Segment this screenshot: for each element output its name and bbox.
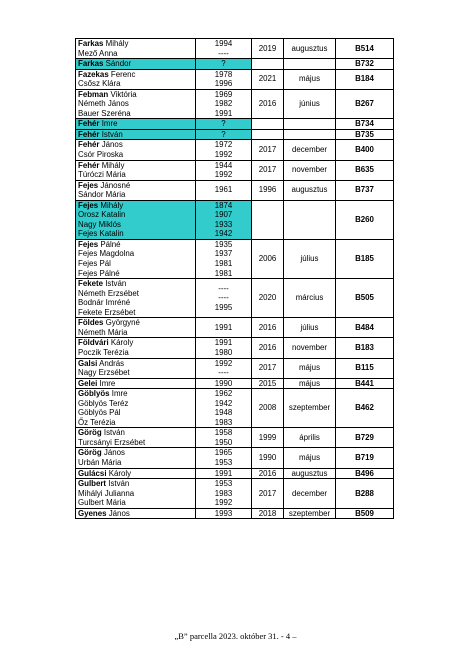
- names-cell: [76, 59, 196, 70]
- given-name: Mihályi Julianna: [78, 488, 135, 498]
- given-name: Ferenc: [110, 69, 136, 79]
- person-name: [78, 150, 193, 160]
- person-name: [78, 190, 193, 200]
- burial-month-cell: március: [284, 279, 336, 318]
- grave-code-cell: B183: [336, 338, 394, 358]
- burial-year-cell: 2008: [252, 389, 284, 428]
- person-name: [78, 368, 193, 378]
- burial-year-cell: 2018: [252, 508, 284, 519]
- surname: Földes: [78, 318, 104, 328]
- surname: Fazekas: [78, 69, 109, 79]
- person-name: [78, 140, 193, 150]
- given-name: István: [103, 428, 125, 438]
- birth-year: 1992: [214, 170, 233, 180]
- burial-year-cell: 2020: [252, 279, 284, 318]
- burial-year-cell: 2017: [252, 160, 284, 180]
- names-cell: [76, 338, 196, 358]
- birth-year: 1937: [214, 249, 233, 259]
- given-name: Mihály: [101, 160, 125, 170]
- register-row: [76, 358, 394, 378]
- burial-month-cell: augusztus: [284, 180, 336, 200]
- person-name: [78, 379, 193, 389]
- given-name: Csősz Klára: [78, 79, 121, 89]
- burial-month-cell: [284, 119, 336, 130]
- birth-years-cell: [196, 389, 252, 428]
- burial-year-cell: 2016: [252, 468, 284, 479]
- person-name: [78, 389, 193, 399]
- person-name: [78, 498, 193, 508]
- surname: Gulácsi: [78, 468, 107, 478]
- person-name: [78, 119, 193, 129]
- birth-year: 1983: [214, 417, 233, 427]
- birth-years-cell: [196, 479, 252, 509]
- birth-year: 1907: [214, 210, 233, 220]
- given-name: Imre: [101, 119, 118, 129]
- grave-code-cell: B267: [336, 89, 394, 119]
- person-name: [78, 269, 193, 279]
- birth-year: 1995: [214, 302, 233, 312]
- grave-code-cell: B115: [336, 358, 394, 378]
- surname: Fehér: [78, 119, 100, 129]
- names-cell: [76, 468, 196, 479]
- birth-year: ----: [218, 293, 229, 303]
- grave-code-cell: B484: [336, 318, 394, 338]
- given-name: Imre: [111, 389, 128, 399]
- grave-code-cell: B260: [336, 200, 394, 239]
- birth-year: 1992: [214, 150, 233, 160]
- burial-month-cell: [284, 200, 336, 239]
- given-name: Göblyös Pál: [78, 408, 121, 418]
- surname: Farkas: [78, 39, 104, 48]
- given-name: Jánosné: [100, 180, 131, 190]
- names-cell: [76, 89, 196, 119]
- person-name: [78, 49, 193, 59]
- register-row: [76, 279, 394, 318]
- grave-code-cell: B729: [336, 428, 394, 448]
- birth-year: 1942: [214, 398, 233, 408]
- given-name: István: [105, 279, 127, 289]
- person-name: [78, 210, 193, 220]
- birth-year: 1981: [214, 259, 233, 269]
- burial-year-cell: [252, 129, 284, 140]
- given-name: Göblyös Teréz: [78, 398, 129, 408]
- person-name: [78, 509, 193, 519]
- grave-code-cell: B635: [336, 160, 394, 180]
- birth-years-cell: [196, 378, 252, 389]
- grave-code-cell: B732: [336, 59, 394, 70]
- names-cell: [76, 508, 196, 519]
- surname: Gyenes: [78, 508, 107, 518]
- names-cell: [76, 239, 196, 278]
- person-name: [78, 469, 193, 479]
- register-row: [76, 69, 394, 89]
- burial-month-cell: [284, 129, 336, 140]
- birth-year: 1961: [214, 185, 233, 195]
- given-name: János: [103, 448, 125, 458]
- given-name: Poczik Terézia: [78, 347, 129, 357]
- grave-code-cell: B509: [336, 508, 394, 519]
- grave-code-cell: B505: [336, 279, 394, 318]
- given-name: István: [101, 129, 123, 139]
- given-name: Bodnár Imréné: [78, 298, 131, 308]
- register-row: [76, 239, 394, 278]
- birth-years-cell: [196, 69, 252, 89]
- burial-month-cell: április: [284, 428, 336, 448]
- given-name: Németh Erzsébet: [78, 288, 139, 298]
- given-name: Túróczi Mária: [78, 170, 126, 180]
- birth-year: 1972: [214, 140, 233, 150]
- burial-year-cell: [252, 200, 284, 239]
- person-name: [78, 298, 193, 308]
- burial-month-cell: május: [284, 448, 336, 468]
- register-row: [76, 468, 394, 479]
- birth-years-cell: [196, 279, 252, 318]
- names-cell: [76, 279, 196, 318]
- given-name: Fejes Katalin: [78, 229, 124, 239]
- given-name: Orosz Katalin: [78, 210, 126, 220]
- grave-code-cell: B441: [336, 378, 394, 389]
- register-row: [76, 479, 394, 509]
- surname: Görög: [78, 448, 102, 458]
- grave-code-cell: B737: [336, 180, 394, 200]
- register-row: [76, 448, 394, 468]
- birth-year: ----: [218, 48, 229, 58]
- birth-year: ----: [218, 283, 229, 293]
- grave-code-cell: B462: [336, 389, 394, 428]
- birth-year: 1965: [214, 448, 233, 458]
- burial-year-cell: 2016: [252, 318, 284, 338]
- surname: Göblyös: [78, 389, 110, 399]
- birth-years-cell: [196, 39, 252, 59]
- names-cell: [76, 378, 196, 389]
- birth-year: 1962: [214, 389, 233, 399]
- burial-year-cell: 2021: [252, 69, 284, 89]
- burial-register-table: [75, 38, 394, 519]
- given-name: Sándor Mária: [78, 190, 126, 200]
- birth-year: 1948: [214, 408, 233, 418]
- person-name: [78, 359, 193, 369]
- birth-years-cell: [196, 160, 252, 180]
- page-footer: „B” parcella 2023. október 31. - 4 –: [174, 631, 297, 641]
- burial-year-cell: 2019: [252, 39, 284, 59]
- burial-year-cell: 2017: [252, 358, 284, 378]
- birth-year: 1982: [214, 99, 233, 109]
- birth-year: ?: [221, 129, 226, 139]
- burial-year-cell: 2017: [252, 140, 284, 160]
- grave-code-cell: B496: [336, 468, 394, 479]
- birth-years-cell: [196, 508, 252, 519]
- grave-code-cell: B400: [336, 140, 394, 160]
- burial-year-cell: 2017: [252, 479, 284, 509]
- names-cell: [76, 160, 196, 180]
- grave-code-cell: B185: [336, 239, 394, 278]
- surname: Gulbert: [78, 479, 107, 489]
- burial-month-cell: november: [284, 160, 336, 180]
- birth-years-cell: [196, 338, 252, 358]
- birth-year: 1942: [214, 229, 233, 239]
- person-name: [78, 479, 193, 489]
- birth-year: 1981: [214, 268, 233, 278]
- register-row: [76, 389, 394, 428]
- given-name: Mező Anna: [78, 48, 118, 58]
- surname: Farkas: [78, 59, 104, 69]
- birth-year: 1994: [214, 39, 233, 48]
- birth-year: 1935: [214, 239, 233, 249]
- birth-year: ----: [218, 368, 229, 378]
- burial-year-cell: [252, 59, 284, 70]
- burial-year-cell: 2015: [252, 378, 284, 389]
- register-row: [76, 200, 394, 239]
- birth-years-cell: [196, 318, 252, 338]
- birth-years-cell: [196, 239, 252, 278]
- surname: Febman: [78, 89, 109, 99]
- register-row: [76, 160, 394, 180]
- grave-code-cell: B734: [336, 119, 394, 130]
- given-name: Csór Piroska: [78, 150, 124, 160]
- given-name: Fejes Pálné: [78, 268, 120, 278]
- names-cell: [76, 358, 196, 378]
- birth-year: 1992: [214, 498, 233, 508]
- given-name: Györgyné: [105, 318, 140, 328]
- burial-month-cell: június: [284, 89, 336, 119]
- person-name: [78, 90, 193, 100]
- person-name: [78, 308, 193, 318]
- burial-year-cell: 2016: [252, 89, 284, 119]
- birth-years-cell: [196, 468, 252, 479]
- burial-year-cell: [252, 119, 284, 130]
- given-name: Őz Terézia: [78, 417, 116, 427]
- person-name: [78, 259, 193, 269]
- person-name: [78, 318, 193, 328]
- given-name: Fekete Erzsébet: [78, 307, 136, 317]
- given-name: Fejes Magdolna: [78, 249, 135, 259]
- burial-year-cell: 1996: [252, 180, 284, 200]
- person-name: [78, 458, 193, 468]
- names-cell: [76, 389, 196, 428]
- birth-year: 1958: [214, 428, 233, 438]
- grave-code-cell: B184: [336, 69, 394, 89]
- burial-month-cell: [284, 59, 336, 70]
- grave-code-cell: B514: [336, 39, 394, 59]
- burial-month-cell: december: [284, 140, 336, 160]
- names-cell: [76, 200, 196, 239]
- burial-month-cell: december: [284, 479, 336, 509]
- person-name: [78, 201, 193, 211]
- birth-years-cell: [196, 200, 252, 239]
- person-name: [78, 240, 193, 250]
- birth-years-cell: [196, 59, 252, 70]
- birth-year: 1874: [214, 200, 233, 210]
- grave-code-cell: B735: [336, 129, 394, 140]
- given-name: Mihály: [100, 200, 124, 210]
- person-name: [78, 279, 193, 289]
- birth-year: 1993: [214, 508, 233, 518]
- birth-years-cell: [196, 358, 252, 378]
- person-name: [78, 161, 193, 171]
- register-row: [76, 59, 394, 70]
- given-name: Viktória: [110, 89, 137, 99]
- surname: Fekete: [78, 279, 104, 289]
- given-name: András: [99, 358, 125, 368]
- birth-year: 1991: [214, 108, 233, 118]
- given-name: János: [101, 140, 123, 150]
- given-name: János: [108, 508, 130, 518]
- birth-years-cell: [196, 180, 252, 200]
- register-row: [76, 119, 394, 130]
- birth-year: 1933: [214, 219, 233, 229]
- birth-year: 1996: [214, 79, 233, 89]
- birth-years-cell: [196, 129, 252, 140]
- surname: Fejes: [78, 239, 99, 249]
- register-row: [76, 39, 394, 59]
- birth-year: 1953: [214, 479, 233, 489]
- surname: Gelei: [78, 378, 98, 388]
- surname: Fehér: [78, 129, 100, 139]
- surname: Galsi: [78, 358, 98, 368]
- person-name: [78, 399, 193, 409]
- names-cell: [76, 140, 196, 160]
- person-name: [78, 130, 193, 140]
- given-name: Németh Mária: [78, 327, 128, 337]
- given-name: Sándor: [105, 59, 132, 69]
- given-name: Imre: [99, 378, 116, 388]
- register-row: [76, 508, 394, 519]
- birth-year: 1990: [214, 378, 233, 388]
- surname: Fehér: [78, 160, 100, 170]
- burial-month-cell: május: [284, 69, 336, 89]
- person-name: [78, 109, 193, 119]
- given-name: Németh János: [78, 99, 129, 109]
- surname: Fejes: [78, 200, 99, 210]
- birth-years-cell: [196, 428, 252, 448]
- register-row: [76, 338, 394, 358]
- person-name: [78, 220, 193, 230]
- surname: Görög: [78, 428, 102, 438]
- person-name: [78, 348, 193, 358]
- register-row: [76, 428, 394, 448]
- burial-month-cell: július: [284, 318, 336, 338]
- person-name: [78, 289, 193, 299]
- birth-year: 1978: [214, 69, 233, 79]
- birth-year: ?: [221, 59, 226, 69]
- register-row: [76, 378, 394, 389]
- birth-years-cell: [196, 140, 252, 160]
- person-name: [78, 70, 193, 80]
- surname: Földvári: [78, 338, 109, 348]
- person-name: [78, 181, 193, 191]
- register-row: [76, 140, 394, 160]
- burial-month-cell: augusztus: [284, 468, 336, 479]
- register-row: [76, 129, 394, 140]
- names-cell: [76, 428, 196, 448]
- burial-year-cell: 2016: [252, 338, 284, 358]
- surname: Fejes: [78, 180, 99, 190]
- birth-year: 1980: [214, 347, 233, 357]
- names-cell: [76, 69, 196, 89]
- person-name: [78, 59, 193, 69]
- person-name: [78, 448, 193, 458]
- birth-year: ?: [221, 119, 226, 129]
- given-name: Nagy Miklós: [78, 219, 121, 229]
- given-name: Nagy Erzsébet: [78, 368, 130, 378]
- birth-years-cell: [196, 119, 252, 130]
- person-name: [78, 79, 193, 89]
- register-row: [76, 89, 394, 119]
- birth-year: 1991: [214, 323, 233, 333]
- burial-month-cell: szeptember: [284, 508, 336, 519]
- person-name: [78, 418, 193, 428]
- burial-month-cell: július: [284, 239, 336, 278]
- given-name: Mihály: [105, 39, 129, 48]
- burial-month-cell: május: [284, 358, 336, 378]
- person-name: [78, 328, 193, 338]
- birth-year: 1992: [214, 358, 233, 368]
- burial-month-cell: május: [284, 378, 336, 389]
- burial-year-cell: 2006: [252, 239, 284, 278]
- person-name: [78, 438, 193, 448]
- names-cell: [76, 119, 196, 130]
- register-row: [76, 318, 394, 338]
- surname: Fehér: [78, 140, 100, 150]
- given-name: Fejes Pál: [78, 259, 111, 269]
- birth-years-cell: [196, 89, 252, 119]
- names-cell: [76, 479, 196, 509]
- person-name: [78, 489, 193, 499]
- birth-year: 1953: [214, 457, 233, 467]
- given-name: Turcsányi Erzsébet: [78, 437, 146, 447]
- person-name: [78, 428, 193, 438]
- birth-years-cell: [196, 448, 252, 468]
- given-name: Urbán Mária: [78, 457, 122, 467]
- given-name: Bauer Szeréna: [78, 108, 131, 118]
- names-cell: [76, 448, 196, 468]
- names-cell: [76, 39, 196, 59]
- given-name: István: [108, 479, 130, 489]
- person-name: [78, 39, 193, 49]
- person-name: [78, 338, 193, 348]
- person-name: [78, 249, 193, 259]
- burial-year-cell: 1990: [252, 448, 284, 468]
- given-name: Károly: [108, 468, 132, 478]
- burial-year-cell: 1999: [252, 428, 284, 448]
- names-cell: [76, 318, 196, 338]
- person-name: [78, 229, 193, 239]
- birth-year: 1944: [214, 160, 233, 170]
- names-cell: [76, 129, 196, 140]
- birth-year: 1983: [214, 488, 233, 498]
- register-row: [76, 180, 394, 200]
- person-name: [78, 170, 193, 180]
- birth-year: 1991: [214, 468, 233, 478]
- birth-year: 1991: [214, 338, 233, 348]
- burial-month-cell: augusztus: [284, 39, 336, 59]
- grave-code-cell: B719: [336, 448, 394, 468]
- burial-month-cell: november: [284, 338, 336, 358]
- person-name: [78, 408, 193, 418]
- birth-year: 1969: [214, 89, 233, 99]
- grave-code-cell: B288: [336, 479, 394, 509]
- given-name: Károly: [110, 338, 134, 348]
- names-cell: [76, 180, 196, 200]
- given-name: Pálné: [100, 239, 121, 249]
- birth-year: 1950: [214, 437, 233, 447]
- burial-month-cell: szeptember: [284, 389, 336, 428]
- given-name: Gulbert Mária: [78, 498, 126, 508]
- person-name: [78, 99, 193, 109]
